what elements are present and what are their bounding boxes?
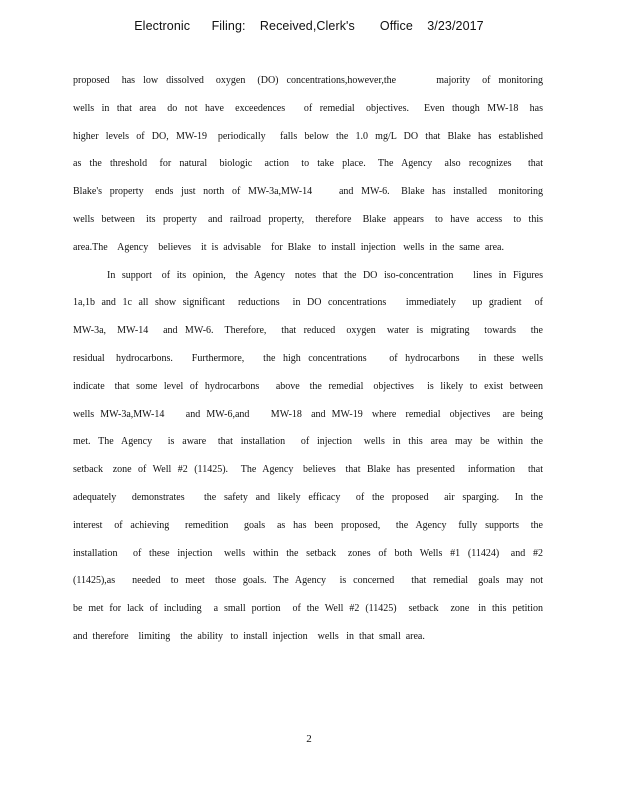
filing-header: Electronic Filing: Received,Clerk's Office 3/23/2017 xyxy=(134,19,484,33)
body-line: wells in that area do not have exceedences of remedial objectives. Even though MW-18 has xyxy=(73,102,543,114)
body-line: Blake's property ends just north of MW-3a,MW-14 and MW-6. Blake has installed monitoring xyxy=(73,186,543,198)
body-text xyxy=(73,67,543,651)
body-line: installation of these injection wells within the setback zones of both Wells #1 (11424) and #2 xyxy=(73,547,543,559)
body-line: indicate that some level of hydrocarbons above the remedial objectives is likely to exist between xyxy=(73,380,543,392)
body-line: interest of achieving remedition goals as has been proposed, the Agency fully supports the xyxy=(73,519,543,531)
body-line: met. The Agency is aware that installation of injection wells in this area may be within the xyxy=(73,436,543,448)
body-line: MW-3a, MW-14 and MW-6. Therefore, that reduced oxygen water is migrating towards the xyxy=(73,325,543,337)
body-line: be met for lack of including a small portion of the Well #2 (11425) setback zone in this petition xyxy=(73,603,543,615)
body-line: proposed has low dissolved oxygen (DO) concentrations,however,the majority of monitoring xyxy=(73,75,543,86)
body-line: In support of its opinion, the Agency notes that the DO iso-concentration lines in Figures xyxy=(107,269,543,281)
body-line: higher levels of DO, MW-19 periodically falls below the 1.0 mg/L DO that Blake has established xyxy=(73,130,543,142)
body-line: and therefore limiting the ability to install injection wells in that small area. xyxy=(73,630,425,642)
body-line: residual hydrocarbons. Furthermore, the high concentrations of hydrocarbons in these wells xyxy=(73,352,543,364)
body-line: setback zone of Well #2 (11425). The Agency believes that Blake has presented information that xyxy=(73,464,543,476)
body-line: wells MW-3a,MW-14 and MW-6,and MW-18 and MW-19 where remedial objectives are being xyxy=(73,408,543,420)
body-line: as the threshold for natural biologic action to take place. The Agency also recognizes that xyxy=(73,158,543,170)
body-line: area.The Agency believes it is advisable for Blake to install injection wells in the same area. xyxy=(73,241,504,253)
body-line: wells between its property and railroad property, therefore Blake appears to have access to this xyxy=(73,213,543,225)
body-line: adequately demonstrates the safety and likely efficacy of the proposed air sparging. In the xyxy=(73,491,543,503)
body-line: 1a,1b and 1c all show significant reductions in DO concentrations immediately up gradient of xyxy=(73,297,543,309)
body-line: (11425),as needed to meet those goals. The Agency is concerned that remedial goals may not xyxy=(73,575,543,587)
page-number: 2 xyxy=(306,733,312,745)
